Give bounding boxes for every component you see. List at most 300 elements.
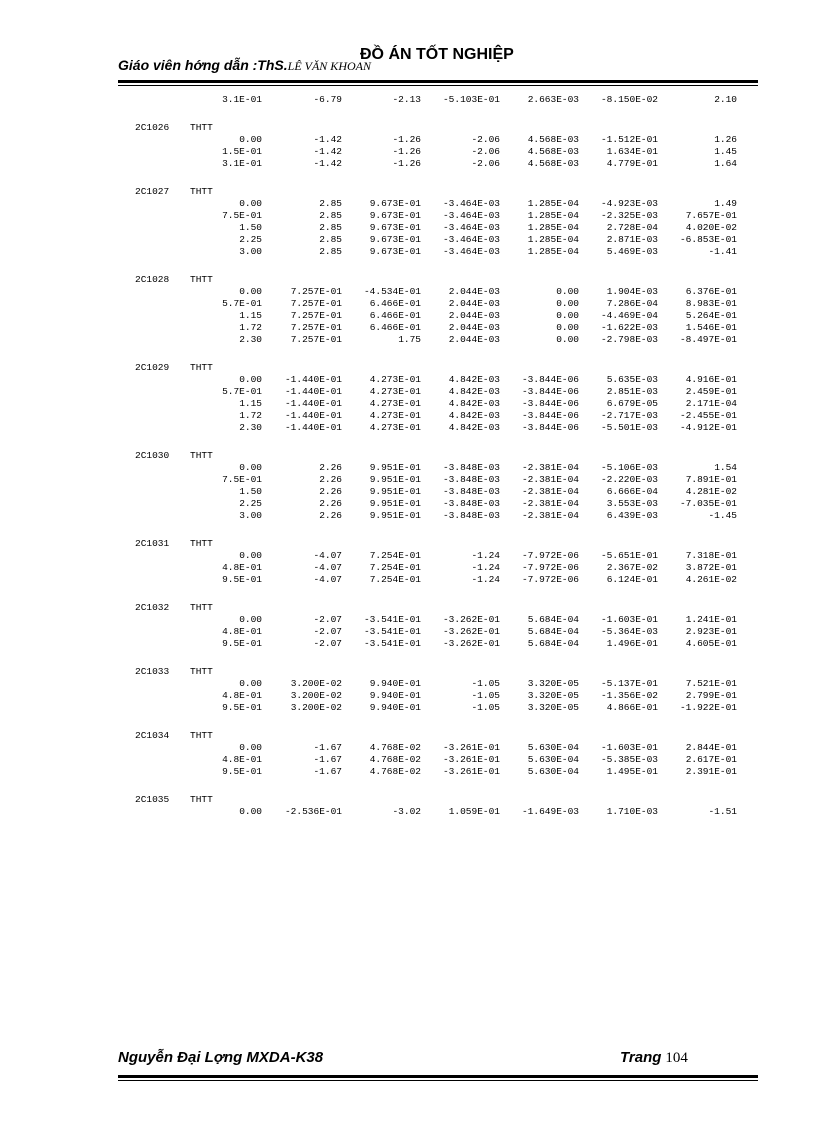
table-cell: -2.798E-03 <box>600 334 658 345</box>
table-cell: 2.85 <box>319 234 342 245</box>
table-cell: -7.035E-01 <box>679 498 737 509</box>
table-cell: 4.768E-02 <box>369 742 421 753</box>
table-cell: 2.663E-03 <box>527 94 579 105</box>
table-cell: 9.5E-01 <box>222 702 262 713</box>
table-cell: 7.318E-01 <box>685 550 737 561</box>
table-cell: 7.257E-01 <box>290 310 342 321</box>
table-row <box>0 626 816 638</box>
table-cell: 4.273E-01 <box>369 386 421 397</box>
table-cell: -1.42 <box>313 134 342 145</box>
table-cell: 7.254E-01 <box>369 550 421 561</box>
element-header <box>0 186 816 198</box>
table-cell: 9.951E-01 <box>369 474 421 485</box>
table-cell: -1.512E-01 <box>600 134 658 145</box>
table-cell: 2.851E-03 <box>606 386 658 397</box>
table-cell: 0.00 <box>239 742 262 753</box>
table-cell: 7.257E-01 <box>290 334 342 345</box>
table-cell: 7.254E-01 <box>369 562 421 573</box>
table-cell: -3.844E-06 <box>521 374 579 385</box>
element-id: 2C1032 <box>135 602 170 613</box>
combination-type: THTT <box>190 362 213 373</box>
element-header <box>0 730 816 742</box>
table-cell: 9.951E-01 <box>369 498 421 509</box>
table-cell: -3.262E-01 <box>442 638 500 649</box>
table-cell: -7.972E-06 <box>521 550 579 561</box>
table-cell: 0.00 <box>239 462 262 473</box>
table-cell: 2.044E-03 <box>448 298 500 309</box>
table-cell: 2.391E-01 <box>685 766 737 777</box>
element-id: 2C1035 <box>135 794 170 805</box>
table-cell: 7.657E-01 <box>685 210 737 221</box>
table-cell: 9.951E-01 <box>369 486 421 497</box>
table-cell: 3.553E-03 <box>606 498 658 509</box>
table-cell: 7.254E-01 <box>369 574 421 585</box>
table-cell: 9.951E-01 <box>369 462 421 473</box>
table-cell: -1.26 <box>392 146 421 157</box>
table-cell: 2.171E-04 <box>685 398 737 409</box>
table-cell: 3.1E-01 <box>222 158 262 169</box>
table-cell: 3.320E-05 <box>527 678 579 689</box>
table-cell: 5.630E-04 <box>527 754 579 765</box>
supervisor-name: LÊ VĂN KHOAN <box>287 59 371 73</box>
table-cell: 5.469E-03 <box>606 246 658 257</box>
table-cell: 6.439E-03 <box>606 510 658 521</box>
combination-type: THTT <box>190 730 213 741</box>
table-cell: -5.103E-01 <box>442 94 500 105</box>
table-row <box>0 158 816 170</box>
table-row <box>0 298 816 310</box>
page-number: 104 <box>665 1050 688 1066</box>
table-cell: 0.00 <box>239 550 262 561</box>
table-cell: 1.26 <box>714 134 737 145</box>
table-cell: 0.00 <box>239 134 262 145</box>
table-cell: 1.285E-04 <box>527 222 579 233</box>
table-row <box>0 286 816 298</box>
element-id: 2C1028 <box>135 274 170 285</box>
table-cell: 1.45 <box>714 146 737 157</box>
table-row <box>0 198 816 210</box>
element-id: 2C1030 <box>135 450 170 461</box>
table-cell: -2.07 <box>313 626 342 637</box>
header-rule-thin <box>118 85 758 86</box>
table-cell: 6.376E-01 <box>685 286 737 297</box>
table-cell: 5.630E-04 <box>527 766 579 777</box>
table-cell: 5.684E-04 <box>527 638 579 649</box>
table-cell: 3.200E-02 <box>290 702 342 713</box>
table-cell: 5.630E-04 <box>527 742 579 753</box>
table-cell: 0.00 <box>556 298 579 309</box>
table-cell: 4.273E-01 <box>369 410 421 421</box>
table-cell: 4.779E-01 <box>606 158 658 169</box>
table-cell: -1.26 <box>392 158 421 169</box>
table-row <box>0 398 816 410</box>
table-cell: 9.673E-01 <box>369 222 421 233</box>
table-cell: 1.54 <box>714 462 737 473</box>
table-cell: 6.679E-05 <box>606 398 658 409</box>
table-cell: 3.1E-01 <box>222 94 262 105</box>
element-id: 2C1026 <box>135 122 170 133</box>
table-cell: 1.72 <box>239 410 262 421</box>
table-cell: 9.951E-01 <box>369 510 421 521</box>
table-cell: 1.15 <box>239 398 262 409</box>
table-cell: 1.904E-03 <box>606 286 658 297</box>
table-cell: -2.07 <box>313 638 342 649</box>
table-cell: -5.106E-03 <box>600 462 658 473</box>
table-cell: 2.044E-03 <box>448 322 500 333</box>
table-cell: -3.261E-01 <box>442 766 500 777</box>
table-cell: 4.8E-01 <box>222 690 262 701</box>
table-cell: 0.00 <box>239 678 262 689</box>
table-cell: 4.281E-02 <box>685 486 737 497</box>
table-cell: 9.940E-01 <box>369 690 421 701</box>
table-cell: -3.262E-01 <box>442 614 500 625</box>
table-cell: 1.710E-03 <box>606 806 658 817</box>
element-header <box>0 450 816 462</box>
footer-rule-thin <box>118 1080 758 1081</box>
table-row <box>0 94 816 106</box>
table-row <box>0 678 816 690</box>
table-cell: 2.30 <box>239 422 262 433</box>
table-row <box>0 410 816 422</box>
table-cell: -6.79 <box>313 94 342 105</box>
table-cell: 4.842E-03 <box>448 398 500 409</box>
table-cell: -3.844E-06 <box>521 386 579 397</box>
table-cell: 1.546E-01 <box>685 322 737 333</box>
table-cell: 2.85 <box>319 210 342 221</box>
table-row <box>0 386 816 398</box>
table-cell: -2.06 <box>471 134 500 145</box>
footer-author: Nguyễn Đại Lợng MXDA-K38 <box>118 1049 324 1066</box>
table-cell: -2.381E-04 <box>521 462 579 473</box>
table-cell: 2.044E-03 <box>448 286 500 297</box>
table-cell: 2.728E-04 <box>606 222 658 233</box>
table-cell: 8.983E-01 <box>685 298 737 309</box>
table-cell: 1.49 <box>714 198 737 209</box>
table-cell: 9.673E-01 <box>369 210 421 221</box>
table-cell: -1.440E-01 <box>284 410 342 421</box>
table-cell: -4.534E-01 <box>363 286 421 297</box>
table-row <box>0 334 816 346</box>
table-cell: 0.00 <box>239 374 262 385</box>
table-row <box>0 638 816 650</box>
element-header <box>0 274 816 286</box>
table-row <box>0 562 816 574</box>
table-cell: -3.262E-01 <box>442 626 500 637</box>
table-cell: 3.320E-05 <box>527 690 579 701</box>
table-cell: 6.124E-01 <box>606 574 658 585</box>
combination-type: THTT <box>190 450 213 461</box>
table-cell: 2.844E-01 <box>685 742 737 753</box>
table-cell: -1.440E-01 <box>284 374 342 385</box>
table-row <box>0 742 816 754</box>
table-cell: -2.220E-03 <box>600 474 658 485</box>
table-cell: 3.200E-02 <box>290 690 342 701</box>
table-cell: 4.273E-01 <box>369 422 421 433</box>
table-cell: 0.00 <box>239 198 262 209</box>
table-cell: -3.464E-03 <box>442 234 500 245</box>
table-cell: 1.64 <box>714 158 737 169</box>
combination-type: THTT <box>190 186 213 197</box>
table-cell: 2.044E-03 <box>448 310 500 321</box>
table-cell: -1.05 <box>471 702 500 713</box>
table-cell: 0.00 <box>239 614 262 625</box>
table-cell: -3.844E-06 <box>521 398 579 409</box>
table-cell: -3.261E-01 <box>442 754 500 765</box>
table-cell: 1.496E-01 <box>606 638 658 649</box>
table-cell: 5.7E-01 <box>222 298 262 309</box>
table-cell: 2.26 <box>319 474 342 485</box>
table-cell: -5.501E-03 <box>600 422 658 433</box>
table-row <box>0 486 816 498</box>
table-cell: 3.872E-01 <box>685 562 737 573</box>
table-cell: -1.440E-01 <box>284 386 342 397</box>
table-cell: 0.00 <box>239 806 262 817</box>
table-cell: 5.684E-04 <box>527 626 579 637</box>
table-cell: 6.466E-01 <box>369 298 421 309</box>
element-header <box>0 538 816 550</box>
table-cell: -4.07 <box>313 574 342 585</box>
table-cell: -2.07 <box>313 614 342 625</box>
table-cell: 4.842E-03 <box>448 386 500 397</box>
document-title: ĐỒ ÁN TỐT NGHIỆP <box>360 46 514 63</box>
table-cell: 7.891E-01 <box>685 474 737 485</box>
table-cell: -2.13 <box>392 94 421 105</box>
table-cell: -1.67 <box>313 754 342 765</box>
table-cell: 2.871E-03 <box>606 234 658 245</box>
table-cell: 4.8E-01 <box>222 754 262 765</box>
table-row <box>0 754 816 766</box>
element-id: 2C1031 <box>135 538 170 549</box>
table-cell: -3.848E-03 <box>442 462 500 473</box>
element-id: 2C1029 <box>135 362 170 373</box>
table-cell: 1.634E-01 <box>606 146 658 157</box>
table-cell: -3.261E-01 <box>442 742 500 753</box>
table-cell: -1.45 <box>708 510 737 521</box>
table-cell: 9.673E-01 <box>369 234 421 245</box>
table-cell: -8.497E-01 <box>679 334 737 345</box>
combination-type: THTT <box>190 794 213 805</box>
table-cell: 9.673E-01 <box>369 246 421 257</box>
table-row <box>0 574 816 586</box>
table-cell: -1.603E-01 <box>600 742 658 753</box>
table-cell: 1.285E-04 <box>527 246 579 257</box>
table-cell: 2.10 <box>714 94 737 105</box>
table-cell: 2.923E-01 <box>685 626 737 637</box>
table-row <box>0 374 816 386</box>
table-cell: 5.264E-01 <box>685 310 737 321</box>
table-cell: -2.06 <box>471 158 500 169</box>
table-cell: 1.059E-01 <box>448 806 500 817</box>
table-cell: 2.367E-02 <box>606 562 658 573</box>
table-cell: 4.8E-01 <box>222 562 262 573</box>
table-cell: 4.605E-01 <box>685 638 737 649</box>
table-row <box>0 134 816 146</box>
table-cell: 1.5E-01 <box>222 146 262 157</box>
table-cell: -3.848E-03 <box>442 474 500 485</box>
table-cell: -1.440E-01 <box>284 398 342 409</box>
table-cell: -5.651E-01 <box>600 550 658 561</box>
table-cell: 4.842E-03 <box>448 374 500 385</box>
table-cell: 6.666E-04 <box>606 486 658 497</box>
table-cell: 4.768E-02 <box>369 754 421 765</box>
table-cell: -1.42 <box>313 158 342 169</box>
table-cell: -3.848E-03 <box>442 486 500 497</box>
table-cell: -2.325E-03 <box>600 210 658 221</box>
table-cell: 2.25 <box>239 234 262 245</box>
table-row <box>0 462 816 474</box>
table-cell: -2.381E-04 <box>521 486 579 497</box>
table-cell: -3.541E-01 <box>363 626 421 637</box>
table-row <box>0 234 816 246</box>
table-cell: 2.617E-01 <box>685 754 737 765</box>
table-cell: -1.41 <box>708 246 737 257</box>
table-cell: 5.635E-03 <box>606 374 658 385</box>
element-header <box>0 602 816 614</box>
element-id: 2C1034 <box>135 730 170 741</box>
header-rule-thick <box>118 80 758 83</box>
table-cell: -2.381E-04 <box>521 474 579 485</box>
table-cell: -3.464E-03 <box>442 210 500 221</box>
table-cell: 2.26 <box>319 498 342 509</box>
table-cell: 0.00 <box>556 322 579 333</box>
table-cell: -3.844E-06 <box>521 422 579 433</box>
table-cell: -2.455E-01 <box>679 410 737 421</box>
table-cell: 3.00 <box>239 510 262 521</box>
element-id: 2C1027 <box>135 186 170 197</box>
table-cell: -1.922E-01 <box>679 702 737 713</box>
table-cell: -2.536E-01 <box>284 806 342 817</box>
table-cell: -2.06 <box>471 146 500 157</box>
table-cell: 2.799E-01 <box>685 690 737 701</box>
table-cell: -5.385E-03 <box>600 754 658 765</box>
table-cell: -6.853E-01 <box>679 234 737 245</box>
table-cell: 4.866E-01 <box>606 702 658 713</box>
table-cell: -2.381E-04 <box>521 498 579 509</box>
table-cell: 1.50 <box>239 222 262 233</box>
table-cell: 0.00 <box>239 286 262 297</box>
table-row <box>0 806 816 818</box>
table-cell: 7.5E-01 <box>222 474 262 485</box>
table-cell: -4.912E-01 <box>679 422 737 433</box>
table-cell: 2.26 <box>319 486 342 497</box>
table-cell: 2.044E-03 <box>448 334 500 345</box>
combination-type: THTT <box>190 538 213 549</box>
table-cell: 1.15 <box>239 310 262 321</box>
table-cell: 4.8E-01 <box>222 626 262 637</box>
table-cell: -4.469E-04 <box>600 310 658 321</box>
table-row <box>0 766 816 778</box>
table-row <box>0 474 816 486</box>
table-cell: 9.940E-01 <box>369 678 421 689</box>
table-cell: -5.137E-01 <box>600 678 658 689</box>
table-cell: -1.42 <box>313 146 342 157</box>
table-cell: -1.649E-03 <box>521 806 579 817</box>
table-row <box>0 498 816 510</box>
table-cell: 9.940E-01 <box>369 702 421 713</box>
table-row <box>0 422 816 434</box>
table-cell: -1.67 <box>313 742 342 753</box>
table-cell: -1.05 <box>471 678 500 689</box>
table-cell: 3.00 <box>239 246 262 257</box>
table-cell: 7.257E-01 <box>290 286 342 297</box>
table-cell: 2.85 <box>319 222 342 233</box>
table-cell: 9.5E-01 <box>222 766 262 777</box>
table-cell: -8.150E-02 <box>600 94 658 105</box>
table-row <box>0 322 816 334</box>
footer-rule-thick <box>118 1075 758 1078</box>
table-row <box>0 510 816 522</box>
table-cell: 4.261E-02 <box>685 574 737 585</box>
table-cell: -3.844E-06 <box>521 410 579 421</box>
table-cell: -3.848E-03 <box>442 498 500 509</box>
table-cell: 2.30 <box>239 334 262 345</box>
table-cell: 4.273E-01 <box>369 374 421 385</box>
table-cell: -1.622E-03 <box>600 322 658 333</box>
table-cell: 4.842E-03 <box>448 410 500 421</box>
element-header <box>0 362 816 374</box>
table-cell: 1.285E-04 <box>527 234 579 245</box>
table-cell: -4.07 <box>313 550 342 561</box>
table-cell: 2.459E-01 <box>685 386 737 397</box>
table-cell: 7.286E-04 <box>606 298 658 309</box>
table-cell: 9.5E-01 <box>222 574 262 585</box>
supervisor-prefix: Giáo viên hớng dẫn :ThS. <box>118 57 288 73</box>
table-cell: -2.381E-04 <box>521 510 579 521</box>
table-cell: 4.568E-03 <box>527 146 579 157</box>
table-row <box>0 246 816 258</box>
table-row <box>0 702 816 714</box>
table-row <box>0 210 816 222</box>
table-cell: 6.466E-01 <box>369 322 421 333</box>
table-cell: 1.75 <box>398 334 421 345</box>
table-cell: -1.51 <box>708 806 737 817</box>
table-cell: 7.257E-01 <box>290 298 342 309</box>
element-header <box>0 666 816 678</box>
table-cell: 4.768E-02 <box>369 766 421 777</box>
table-cell: 1.285E-04 <box>527 198 579 209</box>
table-cell: -3.541E-01 <box>363 638 421 649</box>
table-cell: -1.24 <box>471 574 500 585</box>
table-cell: 3.320E-05 <box>527 702 579 713</box>
table-cell: 5.7E-01 <box>222 386 262 397</box>
table-cell: -3.464E-03 <box>442 222 500 233</box>
table-cell: 4.916E-01 <box>685 374 737 385</box>
table-cell: 2.26 <box>319 510 342 521</box>
table-cell: 2.26 <box>319 462 342 473</box>
table-cell: -3.848E-03 <box>442 510 500 521</box>
footer-page <box>620 1049 688 1067</box>
table-cell: 7.257E-01 <box>290 322 342 333</box>
table-cell: -7.972E-06 <box>521 562 579 573</box>
table-cell: 1.285E-04 <box>527 210 579 221</box>
table-cell: 4.568E-03 <box>527 158 579 169</box>
table-cell: 0.00 <box>556 310 579 321</box>
table-cell: 1.241E-01 <box>685 614 737 625</box>
table-cell: 1.72 <box>239 322 262 333</box>
table-cell: -4.07 <box>313 562 342 573</box>
table-cell: -3.464E-03 <box>442 246 500 257</box>
table-cell: -5.364E-03 <box>600 626 658 637</box>
table-cell: 2.25 <box>239 498 262 509</box>
table-cell: -1.26 <box>392 134 421 145</box>
table-cell: 0.00 <box>556 334 579 345</box>
table-row <box>0 550 816 562</box>
table-cell: -3.02 <box>392 806 421 817</box>
element-header <box>0 794 816 806</box>
table-cell: -1.05 <box>471 690 500 701</box>
table-cell: 6.466E-01 <box>369 310 421 321</box>
table-cell: -1.603E-01 <box>600 614 658 625</box>
